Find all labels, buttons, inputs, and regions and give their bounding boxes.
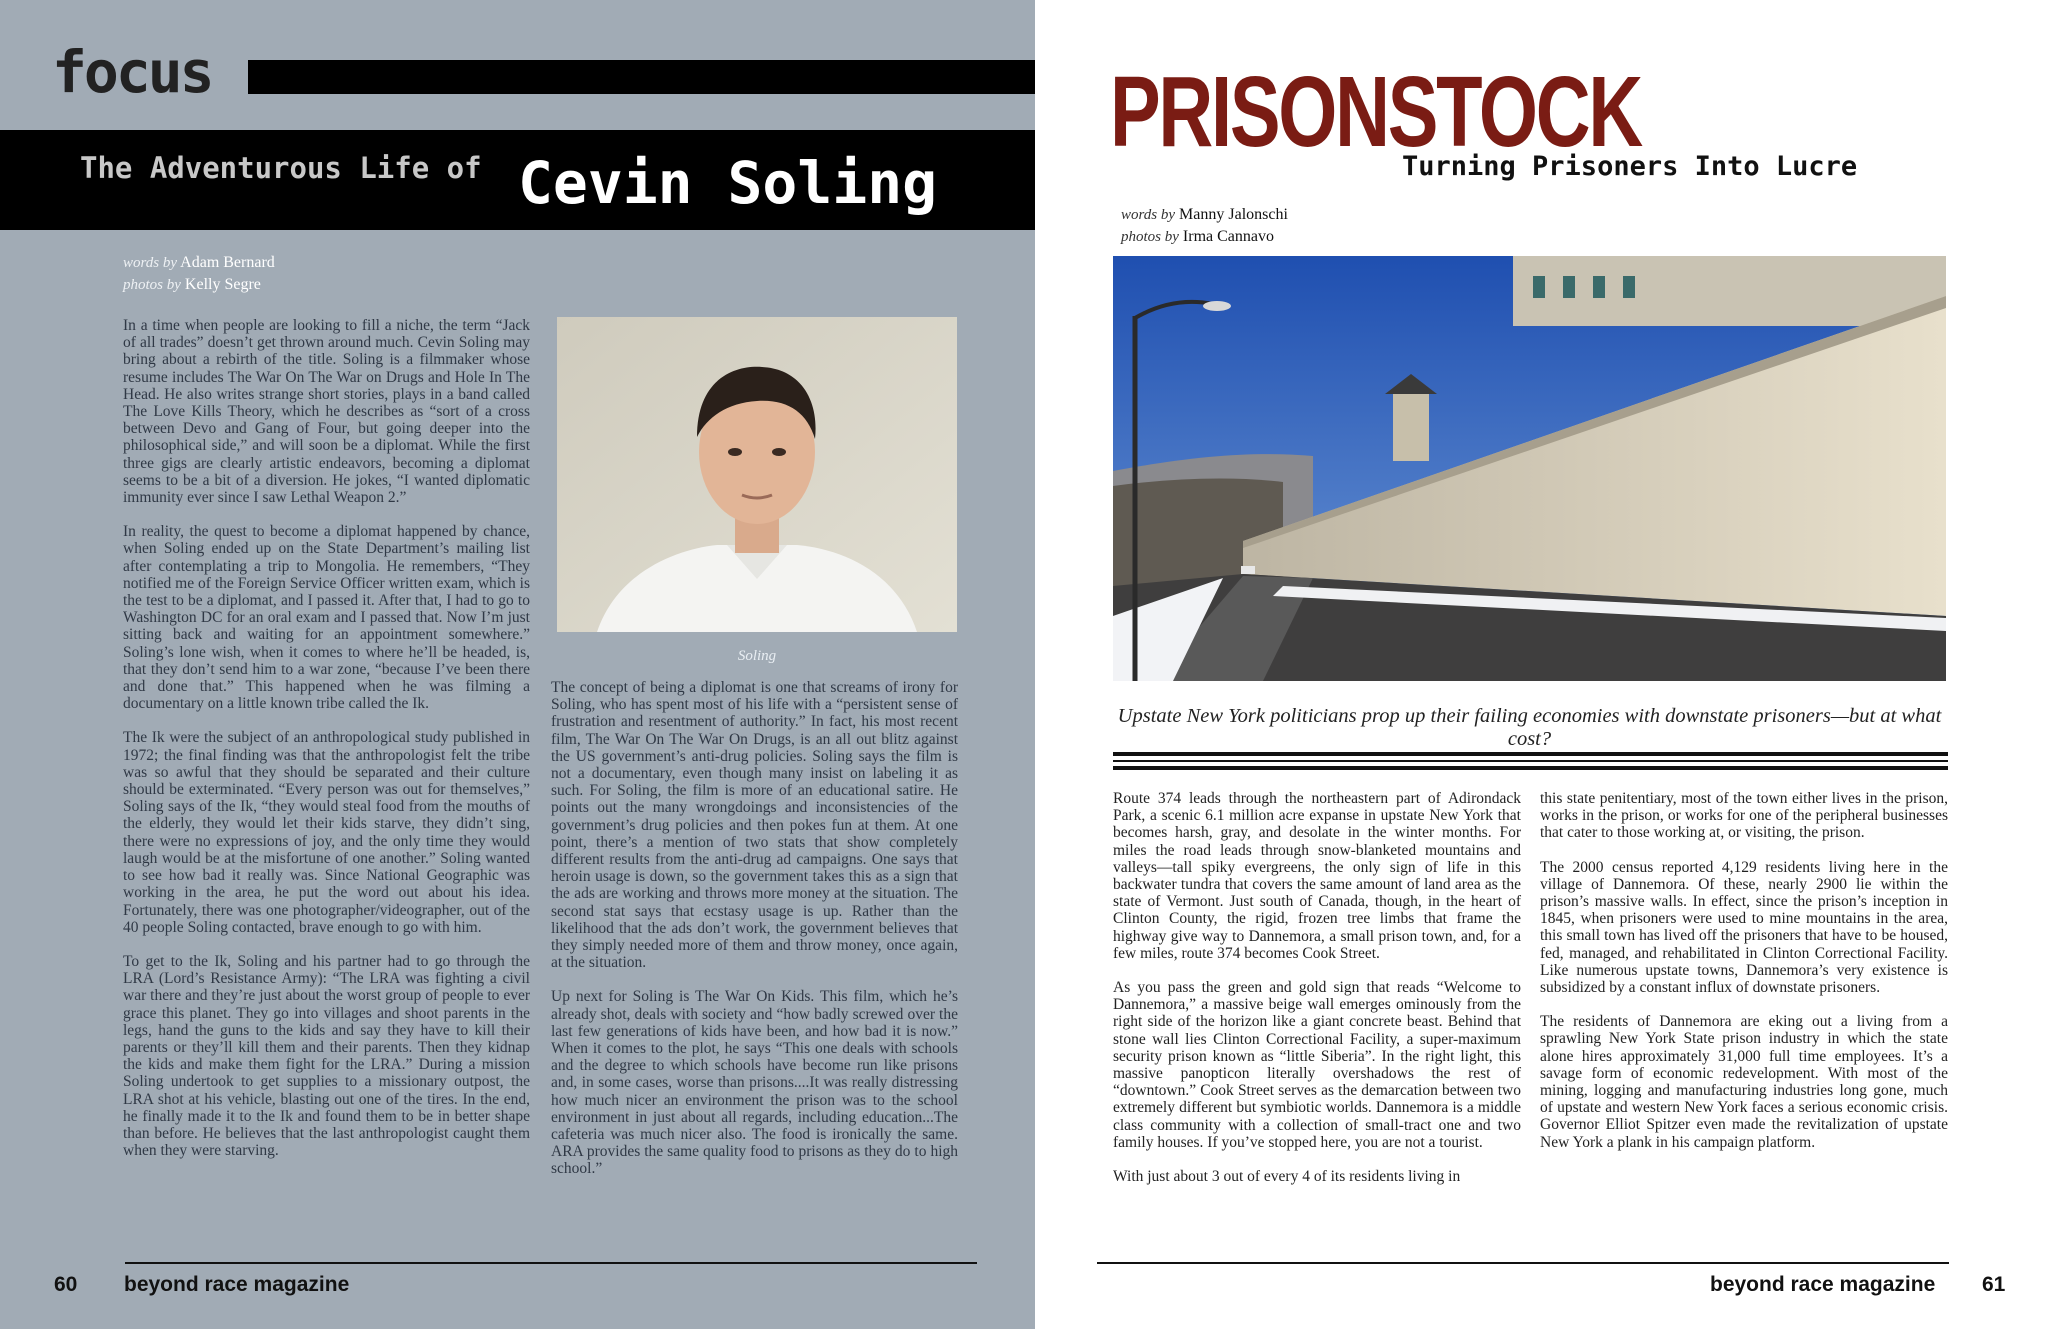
footer-rule <box>1097 1262 1949 1264</box>
paragraph: With just about 3 out of every 4 of its residents living in <box>1113 1168 1461 1186</box>
photo-caption: Upstate New York politicians prop up their failing economies with downstate prisoners—but at what cost? <box>1117 705 1942 750</box>
title-prefix: The Adventurous Life of <box>80 151 482 185</box>
paragraph: Route 374 leads through the northeastern part of Adirondack Park, a scenic 6.1 million acre expanse in upstate New York that becomes harsh, gray, and desolate in the winter months. For miles the road leads through snow-blanketed mountains and valleys—tall spiky evergreens, the only sign of life in this backwater tundra that covers the same amount of land area as the state of Vermont. Just south of Canada, though, in the heart of Clinton County, the rigid, frozen tree limbs that frame the highway give way to Dannemora, a small prison town, and, for a few miles, route 374 becomes Cook Street. <box>1113 790 1521 962</box>
article-column-2 <box>1540 790 1948 1168</box>
divider-rule <box>1113 760 1948 762</box>
author-name: Manny Jalonschi <box>1179 206 1288 223</box>
photos-label: photos by <box>1121 229 1179 245</box>
paragraph: The Ik were the subject of an anthropological study published in 1972; the final finding was that the anthropologist felt the tribe was so awful that they should be separated and their culture should be exterminated. “Every person was out for themselves,” Soling says of the Ik, “they would steal food from the mouths of the elderly, they would let their kids starve, they didn’t sing, there were no expressions of joy, and the only time they would laugh would be at the misfortune of one another.” Soling wanted to see how bad it really was. Since National Geographic was working in the area, he put the word out about his idea. Fortunately, there was one photographer/videographer, out of the 40 people Soling contacted, brave enough to go with him. <box>123 729 530 936</box>
portrait-photo <box>557 317 957 632</box>
divider-rule <box>1113 766 1948 770</box>
photographer-name: Kelly Segre <box>184 276 261 293</box>
paragraph: this state penitentiary, most of the town either lives in the prison, works in the prison, or works for one of the peripheral businesses that cater to those working at, or visiting, the prison. <box>1540 790 1948 842</box>
article-title: PRISONSTOCK <box>1110 56 1641 168</box>
paragraph: In reality, the quest to become a diplomat happened by chance, when Soling ended up on the State Department’s mailing list after contemplating a trip to Mongolia. He remembers, “They notified me of the Foreign Service Officer written exam, which is the test to be a diplomat, and I passed it. After that, I had to go to Washington DC for an oral exam and I passed that. Now I’m just sitting back and waiting for an appointment somewhere.” Soling’s lone wish, when it comes to where he’ll be headed, is, that they don’t send him to a war zone, “because I’ve been there and done that.” This happened when he was filming a documentary on a little known tribe called the Ik. <box>123 523 530 713</box>
paragraph: Up next for Soling is The War On Kids. This film, which he’s already shot, deals with society and “how badly screwed over the last few generations of kids have been, and how bad it is now.” When it comes to the plot, he says “This one deals with schools and the degree to which schools have become run like prisons and, in some cases, worse than prisons....It was really distressing how much nicer an environment the prison was to the school environment in just about all regards, including education...The cafeteria was much nicer also. The food is ironically the same. ARA provides the same quality food to prisons as they do to high school.” <box>551 988 958 1178</box>
author-name: Adam Bernard <box>180 254 275 271</box>
words-label: words by <box>1121 207 1176 223</box>
paragraph: The 2000 census reported 4,129 residents living here in the village of Dannemora. Of these, nearly 2900 lie within the prison’s massive walls. In effect, since the prison’s inception in 1845, when prisoners were used to mine mountains in the area, this small town has lived off the prisoners that have to be housed, fed, managed, and rehabilitated in Clinton Correctional Facility. Like numerous upstate towns, Dannemora’s very existence is subsidized by a constant influx of downstate prisoners. <box>1540 858 1948 997</box>
credits <box>123 252 275 296</box>
page-title: Cevin Soling <box>518 149 938 217</box>
paragraph: The residents of Dannemora are eking out a living from a sprawling New York State prison industry in which the state alone hires approximately 31,000 full time employees. It’s a savage form of economic redevelopment. With most of the mining, logging and manufacturing industries long gone, much of upstate and western New York faces a serious economic crisis. Governor Elliot Spitzer even made the revitalization of upstate New York a plank in his campaign platform. <box>1540 1013 1948 1151</box>
magazine-name: beyond race magazine <box>1710 1273 1936 1296</box>
article-column-2 <box>551 679 958 1195</box>
photographer-name: Irma Cannavo <box>1182 228 1274 245</box>
paragraph: To get to the Ik, Soling and his partner had to go through the LRA (Lord’s Resistance Army): “The LRA was fighting a civil war there and they’re just about the worst group of people to ever grace this planet. They go into villages and shoot parents in the legs, hand the guns to the kids and say they have to kill their parents or they’ll kill them and their parents. Then they kidnap the kids and make them fight for the LRA.” During a mission Soling undertook to get supplies to a missionary outpost, the LRA shot at his vehicle, blasting out one of the tires. In the end, he finally made it to the Ik and found them to be in better shape than before. He believes that the last anthropologist caught them when they were starving. <box>123 952 530 1160</box>
paragraph: In a time when people are looking to fill a niche, the term “Jack of all trades” doesn’t get thrown around much. Cevin Soling may bring about a rebirth of the title. Soling is a filmmaker whose resume includes The War On The War on Drugs and Hole In The Head. He also writes strange short stories, plays in a band called The Love Kills Theory, which he describes as “sort of a cross between Devo and Gang of Four, but going deeper into the philosophical side,” and will soon be a diplomat. While the first three gigs are clearly artistic endeavors, becoming a diplomat seems to be a bit of a diversion. He jokes, “I wanted diplomatic immunity ever since I saw Lethal Weapon 2.” <box>123 317 530 507</box>
article-subtitle: Turning Prisoners Into Lucre <box>1402 151 1858 182</box>
prison-wall-photo <box>1113 256 1946 681</box>
header-bar <box>248 60 1035 94</box>
words-label: words by <box>123 255 178 271</box>
photos-label: photos by <box>123 277 181 293</box>
footer-rule <box>125 1262 977 1264</box>
focus-logo: focus <box>52 38 212 106</box>
credits <box>1121 204 1288 248</box>
article-column-1 <box>1113 790 1521 1202</box>
divider-rule <box>1113 752 1948 756</box>
paragraph: The concept of being a diplomat is one that screams of irony for Soling, who has spent most of his life with a “persistent sense of frustration and resentment of authority.” In fact, his most recent film, The War On The War On Drugs, is an all out blitz against the US government’s anti-drug policies. Soling says the film is not a documentary, even though many insist on labeling it as such. For Soling, the film is more of an educational satire. He points out the many wrongdoings and inconsistencies of the government’s drug policies and then pokes fun at them. At one point, there’s a mention of two stats that show completely different results from the anti-drug ad campaigns. One says that heroin usage is down, so the government takes this as a sign that the ads are working and throws more money at the situation. The second stat says that ecstasy usage is up. Rather than the likelihood that the ads don’t work, the government believes that they simply needed more of them and throw money, once again, at the situation. <box>551 679 958 972</box>
article-column-1 <box>123 317 530 1176</box>
paragraph: As you pass the green and gold sign that reads “Welcome to Dannemora,” a massive beige wall emerges ominously from the right side of the horizon like a giant concrete beast. Behind that stone wall lies Clinton Correctional Facility, a super-maximum security prison known as “little Siberia”. In the right light, this massive panopticon literally overshadows the rest of “downtown.” Cook Street serves as the demarcation between two extremely different but symbiotic worlds. Dannemora is a middle class community with a collection of small-tract one and two family houses. If you’ve stopped here, you are not a tourist. <box>1113 979 1521 1151</box>
magazine-name: beyond race magazine <box>124 1273 350 1296</box>
page-number: 60 <box>54 1273 78 1296</box>
page-number: 61 <box>1982 1273 2006 1296</box>
photo-caption: Soling <box>737 648 777 664</box>
